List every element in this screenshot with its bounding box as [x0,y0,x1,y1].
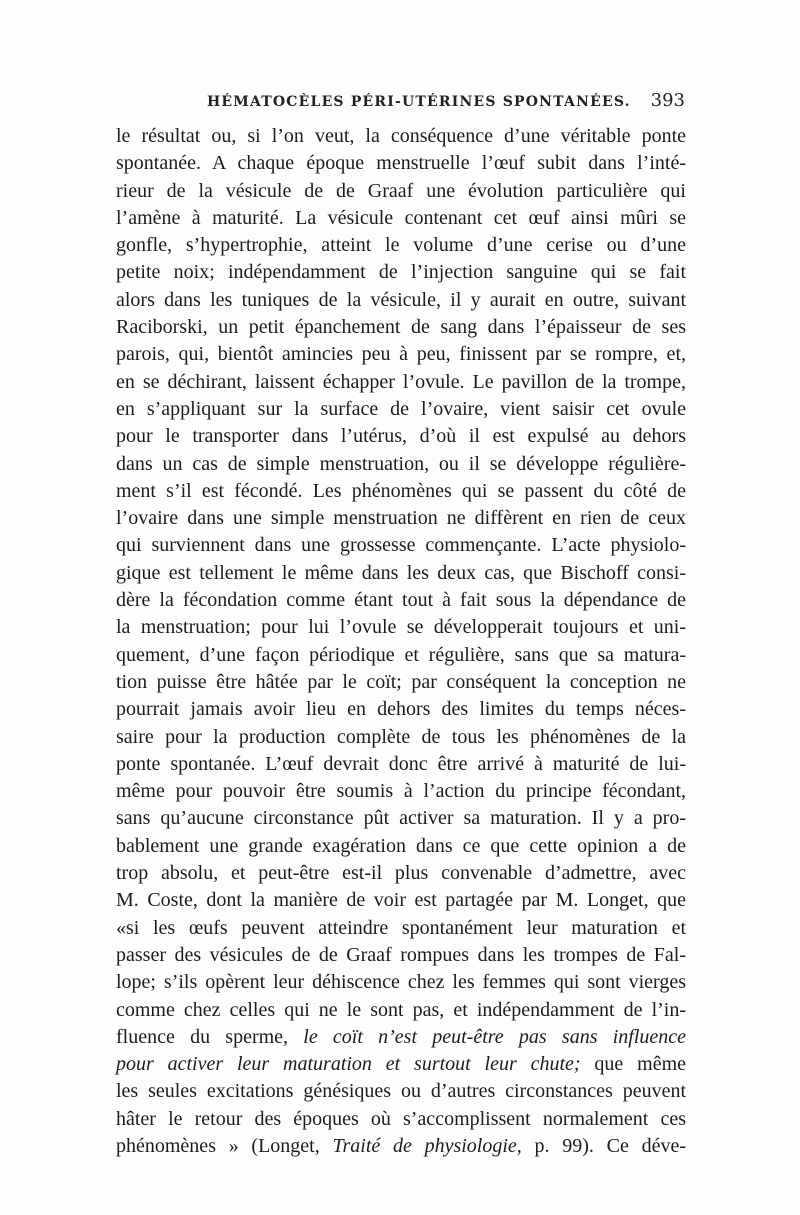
text-run: fluence du sperme, [116,1025,289,1048]
text-line: ponte spontanée. L’œuf devrait donc être arrivé à maturité de lui- [116,752,686,775]
text-line: l’ovaire dans une simple menstruation ne diffèrent en rien de ceux [116,507,686,530]
text-line: dère la fécondation comme étant tout à fait sous la dépendance de [116,589,686,612]
citation-title: Traité de physiologie, [332,1134,522,1157]
text-line: ment s’il est fécondé. Les phénomènes qui se passent du côté de [116,479,686,502]
text-line: gique est tellement le même dans les deux cas, que Bischoff consi- [116,561,686,584]
text-line: la menstruation; pour lui l’ovule se développerait toujours et uni- [116,616,686,639]
text-line: saire pour la production complète de tous les phénomènes de la [116,725,686,748]
text-run: p. 99). Ce déve- [534,1134,687,1157]
text-line: passer des vésicules de de Graaf rompues dans les trompes de Fal- [116,943,686,966]
italic-quote: pour activer leur maturation et surtout leur chute; [116,1053,581,1076]
text-line [116,1024,686,1051]
text-run: phénomènes » (Longet, [116,1134,320,1157]
text-line [116,1051,686,1078]
text-line: rieur de la vésicule de de Graaf une évolution particulière qui [116,179,686,202]
text-line: dans un cas de simple menstruation, ou il se développe régulière- [116,452,686,475]
running-head [117,90,685,116]
text-line: M. Coste, dont la manière de voir est partagée par M. Longet, que [116,889,686,912]
text-line: trop absolu, et peut-être est-il plus convenable d’admettre, avec [116,862,686,885]
text-line: tion puisse être hâtée par le coït; par conséquent la conception ne [116,670,686,693]
text-line: Raciborski, un petit épanchement de sang dans l’épaisseur de ses [116,316,686,339]
text-line: quement, d’une façon périodique et régulière, sans que sa matura- [116,643,686,666]
text-line: bablement une grande exagération dans ce que cette opinion a de [116,834,686,857]
text-line: pour le transporter dans l’utérus, d’où il est expulsé au dehors [116,425,686,448]
text-line: qui surviennent dans une grossesse commençante. L’acte physiolo- [116,534,686,557]
text-line: parois, qui, bientôt amincies peu à peu, finissent par se rompre, et, [116,343,686,366]
text-line: en se déchirant, laissent échapper l’ovule. Le pavillon de la trompe, [116,370,686,393]
text-line: le résultat ou, si l’on veut, la conséquence d’une véritable ponte [116,125,686,147]
text-line: «si les œufs peuvent atteindre spontanément leur maturation et [116,916,686,939]
text-line: sans qu’aucune circonstance pût activer sa maturation. Il y a pro- [116,807,686,830]
text-line: gonfle, s’hypertrophie, atteint le volume d’une cerise ou d’une [116,234,686,257]
text-line: même pour pouvoir être soumis à l’action du principe fécondant, [116,780,686,803]
body-paragraph [116,123,686,1160]
running-title: HÉMATOCÈLES PÉRI-UTÉRINES SPONTANÉES. [207,94,631,110]
text-line: spontanée. A chaque époque menstruelle l’œuf subit dans l’inté- [116,152,686,175]
text-line: hâter le retour des époques où s’accomplissent normalement ces [116,1107,686,1130]
text-line: alors dans les tuniques de la vésicule, il y aurait en outre, suivant [116,288,686,311]
italic-quote: le coït n’est peut-être pas sans influence [303,1025,687,1048]
text-line: lope; s’ils opèrent leur déhiscence chez les femmes qui sont vierges [116,971,686,994]
text-line [116,1133,686,1160]
text-line: pourrait jamais avoir lieu en dehors des limites du temps néces- [116,698,686,721]
text-line: comme chez celles qui ne le sont pas, et indépendamment de l’in- [116,998,686,1021]
text-line: petite noix; indépendamment de l’injection sanguine qui se fait [116,261,686,284]
text-line: en s’appliquant sur la surface de l’ovaire, vient saisir cet ovule [116,397,686,420]
page-number: 393 [650,90,685,111]
text-run: que même [594,1053,687,1076]
text-line: les seules excitations génésiques ou d’autres circonstances peuvent [116,1080,686,1103]
text-line: l’amène à maturité. La vésicule contenant cet œuf ainsi mûri se [116,206,686,229]
